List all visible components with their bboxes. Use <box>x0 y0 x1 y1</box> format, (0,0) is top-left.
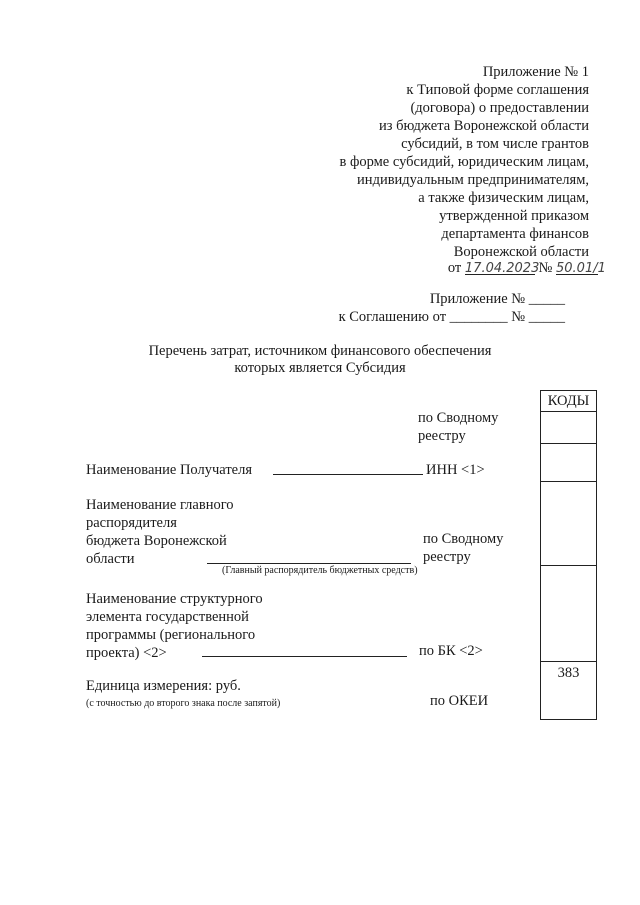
svodny-reestr-line: по Сводному <box>418 410 499 426</box>
order-prefix: от <box>447 260 462 276</box>
page-title-line: Перечень затрат, источником финансового обеспечения <box>148 343 492 359</box>
main-manager-caption: (Главный распорядитель бюджетных средств) <box>222 565 418 576</box>
codes-table <box>540 390 597 720</box>
unit-caption: (с точностью до второго знака после запятой) <box>86 698 281 709</box>
main-manager-line: бюджета Воронежской <box>86 533 227 549</box>
okei-label: по ОКЕИ <box>430 693 489 709</box>
structural-element-line: программы (регионального <box>86 627 256 643</box>
order-line <box>447 259 606 277</box>
svodny-reestr-label <box>418 409 498 445</box>
order-date-handwritten: 17.04.2023 <box>464 261 540 276</box>
inn-label: ИНН <1> <box>426 462 485 478</box>
appendix-line: а также физическим лицам, <box>418 190 589 206</box>
appendix-number: Приложение № 1 <box>482 64 589 80</box>
codes-divider <box>541 481 596 482</box>
appendix-line: в форме субсидий, юридическим лицам, <box>339 154 589 170</box>
appendix-line: Воронежской области <box>453 244 589 260</box>
page-title <box>0 343 640 377</box>
main-manager-line: Наименование главного <box>86 497 234 513</box>
structural-element-line: Наименование структурного <box>86 591 263 607</box>
okei-code-value: 383 <box>557 665 580 681</box>
agreement-appendix-number: Приложение № _____ <box>429 291 565 307</box>
bk-label: по БК <2> <box>419 643 483 659</box>
svodny-reestr-line: реестру <box>418 428 466 444</box>
main-manager-label <box>86 496 234 568</box>
appendix-line: индивидуальным предпринимателям, <box>357 172 589 188</box>
structural-element-field[interactable] <box>202 656 407 657</box>
recipient-label: Наименование Получателя <box>86 462 253 478</box>
structural-element-line: проекта) <2> <box>86 645 167 661</box>
appendix-line: к Типовой форме соглашения <box>406 82 589 98</box>
codes-divider <box>541 565 596 566</box>
structural-element-label <box>86 590 263 662</box>
appendix-line: субсидий, в том числе грантов <box>401 136 589 152</box>
svodny-reestr-line: по Сводному <box>423 531 504 547</box>
codes-divider <box>541 411 596 412</box>
appendix-line: (договора) о предоставлении <box>410 100 589 116</box>
svodny-reestr-line: реестру <box>423 549 471 565</box>
main-manager-field[interactable] <box>207 563 411 564</box>
main-manager-line: области <box>86 551 135 567</box>
recipient-field[interactable] <box>273 474 423 475</box>
page-title-line: которых является Субсидия <box>234 360 406 376</box>
unit-label: Единица измерения: руб. <box>86 678 241 694</box>
svodny-reestr-label <box>423 530 503 566</box>
codes-header: КОДЫ <box>547 393 590 409</box>
appendix-line: департамента финансов <box>441 226 589 242</box>
appendix-line: утвержденной приказом <box>439 208 589 224</box>
agreement-appendix-ref: к Соглашению от ________ № _____ <box>338 309 565 325</box>
codes-divider <box>541 443 596 444</box>
order-number-label: № <box>538 260 553 276</box>
appendix-line: из бюджета Воронежской области <box>378 118 589 134</box>
main-manager-line: распорядителя <box>86 515 177 531</box>
order-number-handwritten: 50.01/1 <box>556 261 606 276</box>
codes-divider <box>541 661 596 662</box>
structural-element-line: элемента государственной <box>86 609 249 625</box>
